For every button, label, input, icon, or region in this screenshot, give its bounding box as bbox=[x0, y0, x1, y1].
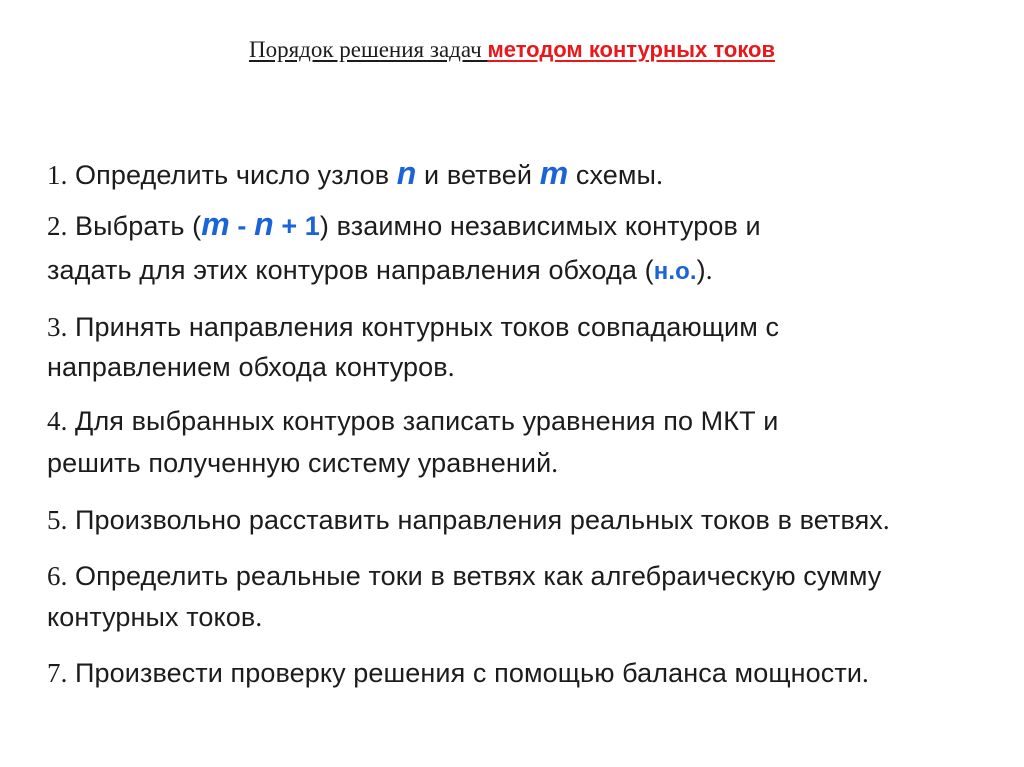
item-period: . bbox=[862, 658, 869, 688]
item-number: 1. bbox=[47, 160, 68, 190]
item-text: решить полученную систему уравнений bbox=[47, 448, 552, 478]
list-item-6-continued bbox=[47, 600, 262, 634]
item-number: 2. bbox=[47, 211, 68, 241]
item-text: задать для этих контуров направления обхода ( bbox=[47, 255, 654, 285]
item-text: Произвольно расставить направления реальных токов в ветвях bbox=[67, 505, 883, 535]
variable-n: n bbox=[396, 155, 417, 191]
item-period: . bbox=[551, 448, 559, 478]
list-item-2-continued bbox=[47, 253, 713, 289]
list-item-4-continued bbox=[47, 446, 558, 480]
item-text: контурных токов bbox=[47, 602, 256, 632]
list-item-3 bbox=[47, 310, 779, 344]
item-period: . bbox=[255, 602, 263, 632]
item-text: схемы bbox=[568, 160, 657, 190]
variable-m: m bbox=[201, 206, 230, 242]
list-item-5 bbox=[47, 503, 890, 537]
operator-plus-one: + 1 bbox=[273, 211, 320, 241]
list-item-1 bbox=[47, 156, 663, 192]
item-text: Для выбранных контуров записать уравнения по МКТ и bbox=[67, 406, 779, 436]
item-text: Выбрать ( bbox=[67, 211, 202, 241]
item-text: ) bbox=[696, 255, 706, 285]
title-highlight: методом контурных токов bbox=[487, 37, 776, 62]
item-period: . bbox=[705, 255, 713, 285]
item-period: . bbox=[656, 160, 663, 190]
item-text: направлением обхода контуров bbox=[47, 352, 448, 382]
item-period: . bbox=[882, 505, 890, 535]
list-item-3-continued bbox=[47, 350, 455, 384]
title-normal: Порядок решения задач bbox=[248, 37, 488, 62]
variable-m: m bbox=[539, 155, 569, 191]
item-number: 3. bbox=[47, 312, 68, 342]
item-number: 4. bbox=[47, 406, 68, 436]
operator-minus: - bbox=[229, 211, 255, 241]
list-item-7 bbox=[47, 656, 869, 690]
item-number: 6. bbox=[47, 561, 68, 591]
abbreviation-no: н.о. bbox=[653, 258, 697, 285]
item-text: Определить число узлов bbox=[67, 160, 397, 190]
item-number: 7. bbox=[47, 658, 68, 688]
item-text: ) взаимно независимых контуров и bbox=[319, 211, 761, 241]
item-text: Определить реальные токи в ветвях как алгебраическую сумму bbox=[67, 561, 882, 591]
item-number: 5. bbox=[47, 505, 68, 535]
list-item-6 bbox=[47, 559, 881, 593]
variable-n: n bbox=[254, 206, 274, 242]
item-text: и ветвей bbox=[416, 160, 540, 190]
list-item-4 bbox=[47, 404, 778, 438]
item-text: Произвести проверку решения с помощью баланса мощности bbox=[67, 658, 863, 688]
list-item-2 bbox=[47, 207, 761, 243]
item-period: . bbox=[447, 352, 455, 382]
page-title bbox=[0, 36, 1024, 64]
item-text: Принять направления контурных токов совпадающим с bbox=[67, 312, 780, 342]
